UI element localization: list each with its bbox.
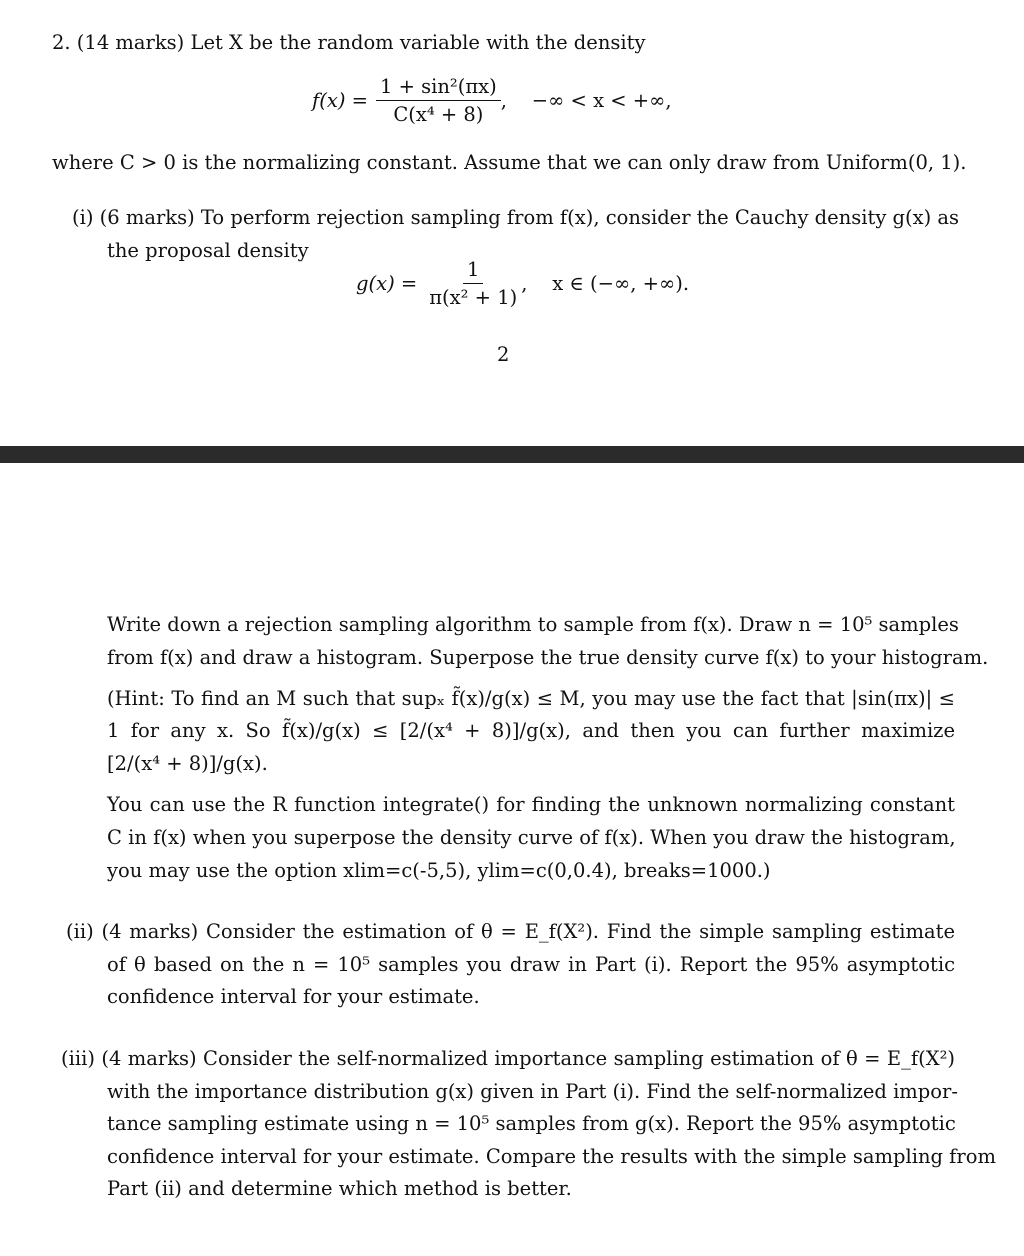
part-ii-line3: confidence interval for your estimate.	[107, 985, 480, 1008]
task-line2: from f(x) and draw a histogram. Superpose the true density curve f(x) to your histogram.	[107, 646, 989, 669]
page-divider	[0, 446, 1024, 463]
density-fraction	[376, 75, 501, 126]
density-numerator: 1 + sin²(πx)	[376, 75, 501, 101]
part-i-text-line1: (i) (6 marks) To perform rejection sampling from f(x), consider the Cauchy density g(x) as	[72, 206, 960, 229]
density-range: , −∞ < x < +∞,	[500, 89, 672, 112]
g-numerator: 1	[463, 258, 483, 284]
part-i-text-line2: the proposal density	[107, 239, 309, 262]
g-fraction	[425, 258, 521, 309]
part-ii-line1: (ii) (4 marks) Consider the estimation of θ = E_f(X²). Find the simple sampling estimate	[66, 920, 955, 943]
g-denominator: π(x² + 1)	[429, 286, 518, 309]
task-line1: Write down a rejection sampling algorithm to sample from f(x). Draw n = 10⁵ samples	[107, 613, 959, 636]
cauchy-equation	[356, 258, 689, 309]
part-iii-line5: Part (ii) and determine which method is better.	[107, 1177, 572, 1200]
page-number: 2	[497, 343, 510, 366]
part-iii-line2: with the importance distribution g(x) given in Part (i). Find the self-normalized impor-	[107, 1080, 958, 1103]
normalizing-constant-text: where C > 0 is the normalizing constant. Assume that we can only draw from Uniform(0, 1).	[52, 151, 967, 174]
r-function-line2: C in f(x) when you superpose the density curve of f(x). When you draw the histogram,	[107, 826, 956, 849]
g-range: , x ∈ (−∞, +∞).	[521, 272, 690, 295]
part-iii-line3: tance sampling estimate using n = 10⁵ samples from g(x). Report the 95% asymptotic	[107, 1112, 956, 1135]
hint-line3: [2/(x⁴ + 8)]/g(x).	[107, 752, 268, 775]
part-iii-line4: confidence interval for your estimate. Compare the results with the simple sampling from	[107, 1145, 996, 1168]
r-function-line1: You can use the R function integrate() for finding the unknown normalizing constant	[107, 793, 955, 816]
hint-line1: (Hint: To find an M such that supₓ f̃(x)/g(x) ≤ M, you may use the fact that |sin(πx)| ≤	[107, 687, 955, 710]
hint-line2: 1 for any x. So f̃(x)/g(x) ≤ [2/(x⁴ + 8)]/g(x), and then you can further maximize	[107, 719, 955, 742]
density-equation	[312, 75, 672, 126]
part-ii-line2: of θ based on the n = 10⁵ samples you draw in Part (i). Report the 95% asymptotic	[107, 953, 955, 976]
r-function-line3: you may use the option xlim=c(-5,5), ylim=c(0,0.4), breaks=1000.)	[107, 859, 771, 882]
density-lhs: f(x) =	[312, 89, 368, 112]
g-lhs: g(x) =	[356, 272, 418, 295]
problem-intro: 2. (14 marks) Let X be the random variable with the density	[52, 31, 646, 54]
part-iii-line1: (iii) (4 marks) Consider the self-normalized importance sampling estimation of θ = E_f(X²)	[61, 1047, 955, 1070]
density-denominator: C(x⁴ + 8)	[393, 103, 484, 126]
